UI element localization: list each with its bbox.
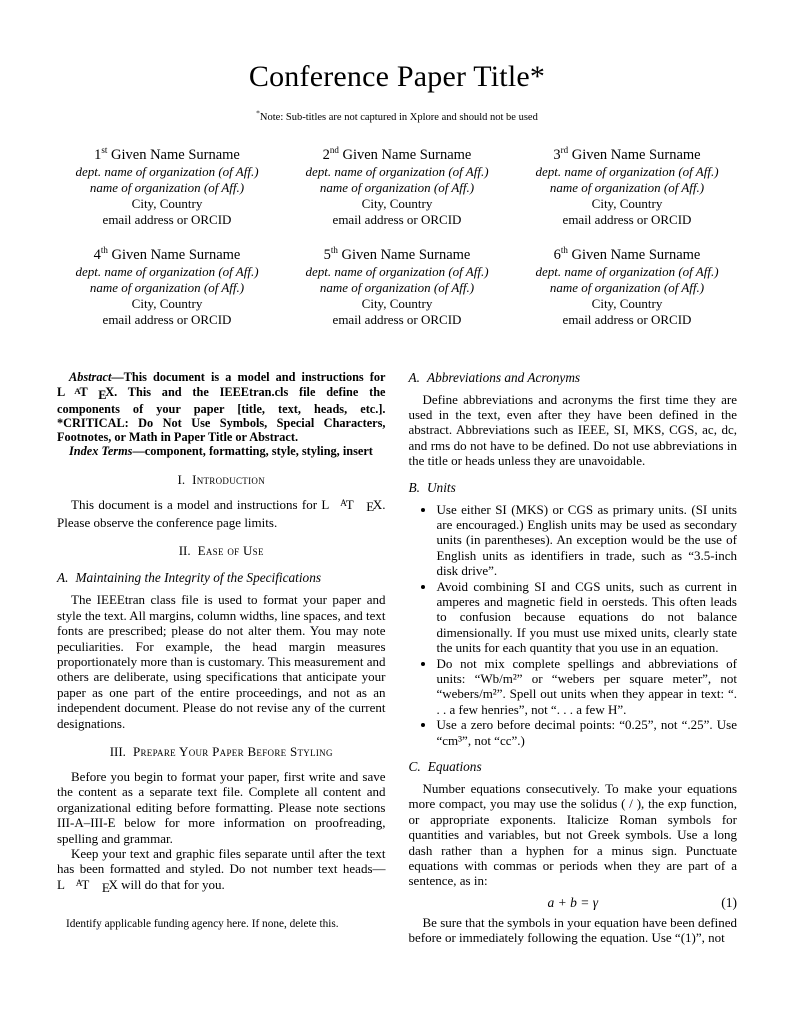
section-heading-prepare: III. Prepare Your Paper Before Styling: [109, 743, 333, 759]
section-heading-ease-of-use: II. Ease of Use: [178, 543, 264, 559]
subsection-heading-equations: C. Equations: [408, 759, 482, 775]
author-block-6: [512, 244, 742, 328]
author-name: 4th Given Name Surname: [93, 244, 241, 263]
author-email: email address or ORCID: [562, 211, 692, 227]
equations-after-paragraph: Be sure that the symbols in your equation have been defined before or immediately following the equation. Use “(1)”, not: [408, 914, 737, 946]
index-terms-lead: Index Terms: [69, 444, 133, 459]
latex-logo: L AT EX: [57, 384, 115, 402]
author-name: 3rd Given Name Surname: [553, 144, 701, 163]
authors-grid: [52, 144, 742, 328]
prepare-paragraph-2: Keep your text and graphic files separate until after the text has been formatted and styled. Do not number text heads—L AT EX will do that for you.: [57, 845, 386, 895]
author-email: email address or ORCID: [332, 211, 462, 227]
subsection-heading-abbreviations: A. Abbreviations and Acronyms: [408, 369, 581, 385]
subsection-heading-integrity: A. Maintaining the Integrity of the Specifications: [57, 570, 322, 586]
integrity-paragraph: The IEEEtran class file is used to format your paper and style the text. All margins, column widths, line spaces, and text fonts are prescribed; please do not alter them. You may note peculiarities. For example, the head margin measures proportionately more than is customary. This measurement and others are deliberate, using specifications that anticipate your paper as one part of the entire proceedings, and not as an independent document. Please do not revise any of the current designations.: [57, 592, 386, 731]
prepare-paragraph-1: Before you begin to format your paper, first write and save the content as a separate text file. Complete all content and organizational editing before formatting. Please note sections III-A–III-E below for more information on proofreading, spelling and grammar.: [57, 768, 386, 846]
author-city: City, Country: [131, 295, 203, 311]
units-bullet-2: • Avoid combining SI and CGS units, such as current in amperes and magnetic field in oersteds. This often leads to confusion because equations do not balance dimensionally. If you must use mixed units, clearly state the units for each quantity that you use in an equation.: [436, 579, 738, 656]
author-name: 6th Given Name Surname: [553, 244, 701, 263]
author-org: name of organization (of Aff.): [319, 179, 475, 195]
author-block-4: [52, 244, 282, 328]
equation-number: (1): [721, 894, 737, 910]
author-city: City, Country: [131, 195, 203, 211]
author-name: 1st Given Name Surname: [94, 144, 240, 163]
author-city: City, Country: [361, 195, 433, 211]
author-block-3: [512, 144, 742, 228]
author-block-2: [282, 144, 512, 228]
right-column: [409, 370, 738, 946]
author-org: name of organization (of Aff.): [89, 179, 245, 195]
units-bullet-3: • Do not mix complete spellings and abbreviations of units: “Wb/m²” or “webers per square meter”, not “webers/m²”. Spell out units when they appear in text: “. . . a few henries”, not “. . . a few H”.: [436, 656, 738, 718]
abbreviations-paragraph: Define abbreviations and acronyms the first time they are used in the text, even after they have been defined in the abstract. Abbreviations such as IEEE, SI, MKS, CGS, ac, dc, and rms do not have to be defined. Do not use abbreviations in the title or heads unless they are unavoidable.: [408, 391, 737, 469]
section-heading-introduction: I. Introduction: [177, 471, 266, 487]
author-block-5: [282, 244, 512, 328]
author-org: name of organization (of Aff.): [89, 279, 245, 295]
equation-1: [409, 895, 738, 911]
author-email: email address or ORCID: [332, 311, 462, 327]
author-city: City, Country: [591, 295, 663, 311]
title-footnote-marker: *: [256, 108, 260, 117]
author-name: 2nd Given Name Surname: [322, 144, 472, 163]
units-bullet-list: [409, 502, 738, 749]
author-dept: dept. name of organization (of Aff.): [75, 263, 259, 279]
title-footnote-text: Note: Sub-titles are not captured in Xplore and should not be used: [259, 111, 538, 123]
subsection-heading-units: B. Units: [408, 479, 456, 495]
latex-logo: L AT EX: [57, 876, 118, 895]
equations-paragraph: Number equations consecutively. To make your equations more compact, you may use the solidus ( / ), the exp function, or appropriate exponents. Italicize Roman symbols for quantities and variables, but not Greek symbols. Use a long dash rather than a hyphen for a minus sign. Punctuate equations with commas or periods when they are part of a sentence, as in:: [408, 781, 737, 889]
introduction-paragraph: This document is a model and instructions for L AT EX. Please observe the conference page limits.: [57, 496, 386, 530]
units-bullet-4: • Use a zero before decimal points: “0.25”, not “.25”. Use “cm³”, not “cc”.): [436, 717, 738, 748]
funding-footnote: Identify applicable funding agency here. If none, delete this.: [66, 918, 339, 931]
title-footnote: [0, 108, 794, 123]
paper-title: Conference Paper Title*: [248, 60, 546, 93]
author-email: email address or ORCID: [102, 311, 232, 327]
author-org: name of organization (of Aff.): [549, 279, 705, 295]
two-column-body: [57, 370, 737, 946]
author-email: email address or ORCID: [562, 311, 692, 327]
units-bullet-1: • Use either SI (MKS) or CGS as primary units. (SI units are encouraged.) English units may be used as secondary units (in parentheses). An exception would be the use of English units as identifiers in trade, such as “3.5-inch disk drive”.: [436, 502, 738, 579]
author-dept: dept. name of organization (of Aff.): [75, 163, 259, 179]
abstract-paragraph: Abstract—This document is a model and instructions for L AT EX. This and the IEEEtran.cls file define the components of your paper [title, text, heads, etc.]. *CRITICAL: Do Not Use Symbols, Special Characters, Footnotes, or Math in Paper Title or Abstract.: [57, 369, 386, 445]
author-dept: dept. name of organization (of Aff.): [305, 163, 489, 179]
author-name: 5th Given Name Surname: [323, 244, 471, 263]
author-dept: dept. name of organization (of Aff.): [535, 263, 719, 279]
author-city: City, Country: [591, 195, 663, 211]
author-dept: dept. name of organization (of Aff.): [535, 163, 719, 179]
author-block-1: [52, 144, 282, 228]
author-email: email address or ORCID: [102, 211, 232, 227]
author-dept: dept. name of organization (of Aff.): [305, 263, 489, 279]
equation-body: a + b = γ: [547, 894, 599, 910]
author-city: City, Country: [361, 295, 433, 311]
index-terms: Index Terms—component, formatting, style, styling, insert: [69, 444, 373, 459]
left-column: [57, 370, 386, 946]
author-org: name of organization (of Aff.): [549, 179, 705, 195]
latex-logo: L AT EX: [321, 496, 383, 515]
abstract-lead: Abstract: [69, 369, 112, 384]
author-org: name of organization (of Aff.): [319, 279, 475, 295]
